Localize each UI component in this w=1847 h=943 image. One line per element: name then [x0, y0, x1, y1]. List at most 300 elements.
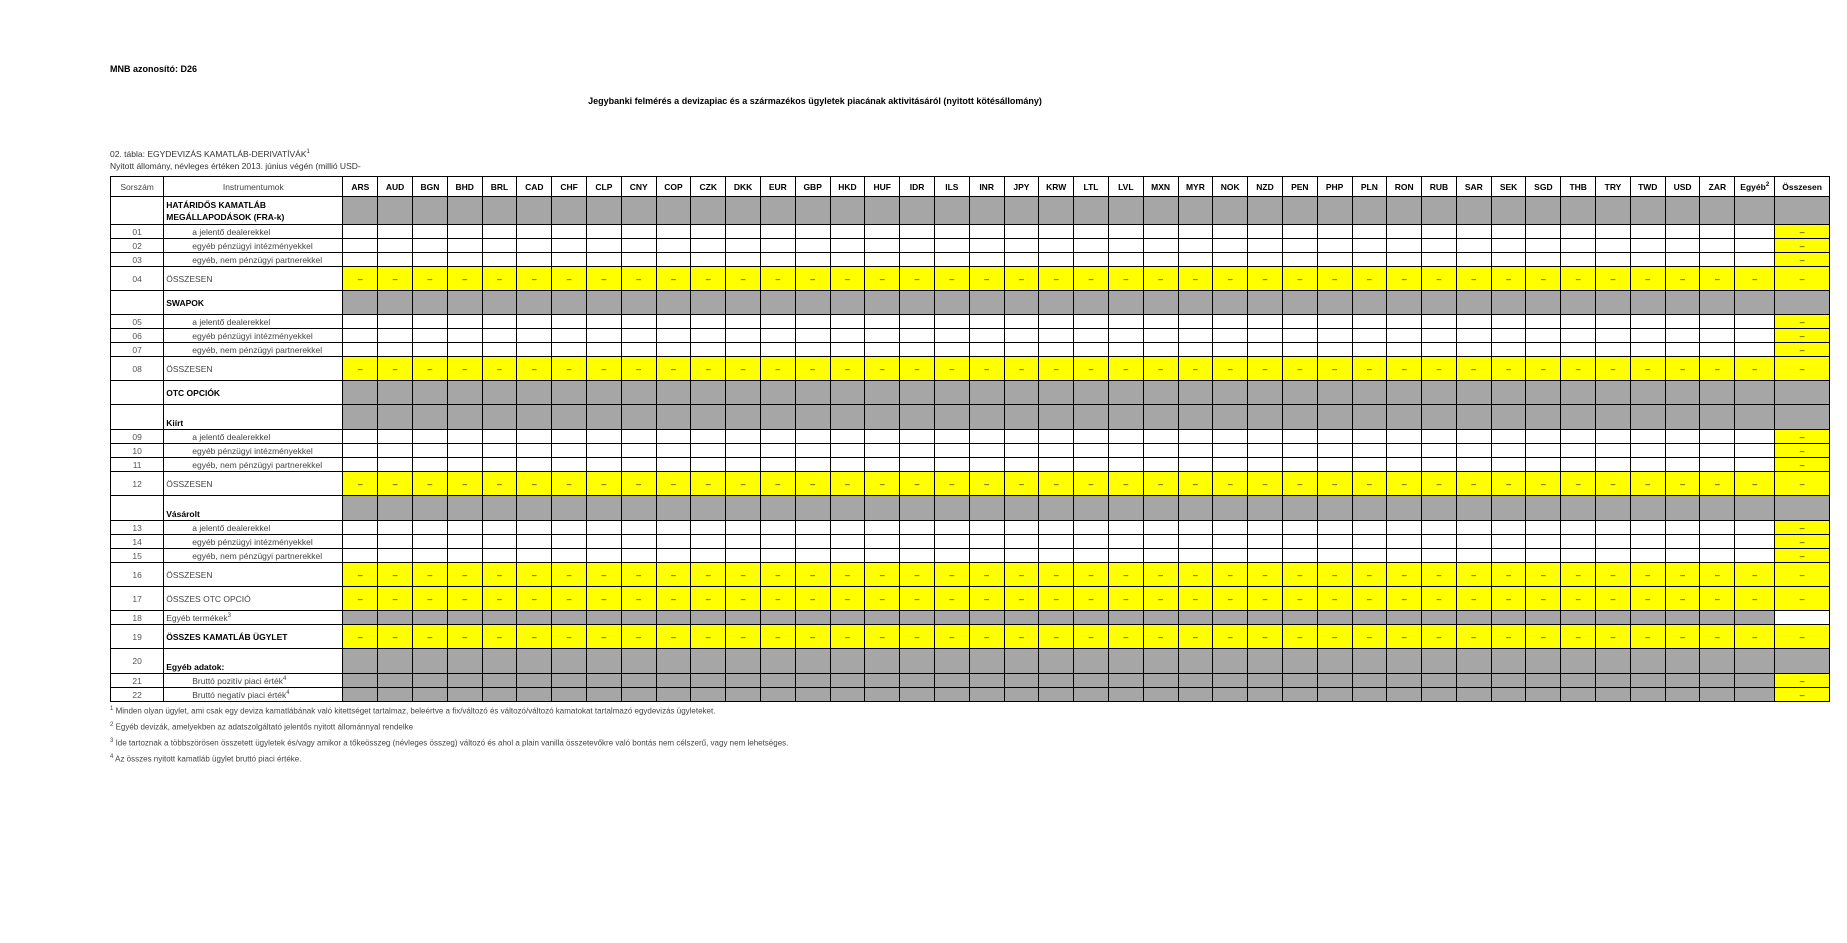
data-cell[interactable] — [621, 239, 656, 253]
data-cell[interactable] — [691, 444, 726, 458]
data-cell[interactable] — [1735, 239, 1775, 253]
data-cell[interactable] — [482, 521, 517, 535]
data-cell[interactable] — [1213, 444, 1248, 458]
data-cell[interactable] — [1108, 253, 1143, 267]
data-cell[interactable] — [1491, 329, 1526, 343]
data-cell[interactable] — [1700, 521, 1735, 535]
data-cell[interactable] — [1143, 253, 1178, 267]
data-cell[interactable] — [1387, 430, 1422, 444]
data-cell[interactable] — [1004, 343, 1039, 357]
data-cell[interactable] — [1213, 225, 1248, 239]
data-cell[interactable] — [1282, 444, 1317, 458]
data-cell[interactable] — [1074, 225, 1109, 239]
data-cell[interactable] — [1039, 535, 1074, 549]
data-cell[interactable] — [1491, 549, 1526, 563]
data-cell[interactable] — [1422, 444, 1457, 458]
data-cell[interactable] — [1282, 535, 1317, 549]
data-cell[interactable] — [1561, 253, 1596, 267]
data-cell[interactable] — [1387, 225, 1422, 239]
data-cell[interactable] — [1143, 239, 1178, 253]
data-cell[interactable] — [1352, 253, 1387, 267]
data-cell[interactable] — [482, 458, 517, 472]
data-cell[interactable] — [343, 444, 378, 458]
data-cell[interactable] — [865, 430, 900, 444]
data-cell[interactable] — [1178, 430, 1213, 444]
data-cell[interactable] — [412, 549, 447, 563]
data-cell[interactable] — [1491, 343, 1526, 357]
data-cell[interactable] — [1387, 315, 1422, 329]
data-cell[interactable] — [1282, 225, 1317, 239]
data-cell[interactable] — [378, 458, 413, 472]
data-cell[interactable] — [969, 225, 1004, 239]
data-cell[interactable] — [1387, 458, 1422, 472]
data-cell[interactable] — [934, 253, 969, 267]
data-cell[interactable] — [830, 458, 865, 472]
data-cell[interactable] — [1248, 430, 1283, 444]
data-cell[interactable] — [1596, 430, 1631, 444]
data-cell[interactable] — [412, 444, 447, 458]
data-cell[interactable] — [482, 225, 517, 239]
data-cell[interactable] — [726, 430, 761, 444]
data-cell[interactable] — [1248, 239, 1283, 253]
data-cell[interactable] — [343, 225, 378, 239]
data-cell[interactable] — [1213, 329, 1248, 343]
data-cell[interactable] — [1004, 535, 1039, 549]
data-cell[interactable] — [586, 315, 621, 329]
data-cell[interactable] — [1352, 444, 1387, 458]
data-cell[interactable] — [1387, 253, 1422, 267]
data-cell[interactable] — [1700, 315, 1735, 329]
data-cell[interactable] — [552, 239, 587, 253]
data-cell[interactable] — [1074, 430, 1109, 444]
data-cell[interactable] — [865, 253, 900, 267]
data-cell[interactable] — [795, 521, 830, 535]
data-cell[interactable] — [412, 253, 447, 267]
data-cell[interactable] — [795, 444, 830, 458]
data-cell[interactable] — [1317, 329, 1352, 343]
data-cell[interactable] — [691, 239, 726, 253]
data-cell[interactable] — [1596, 535, 1631, 549]
data-cell[interactable] — [656, 239, 691, 253]
data-cell[interactable] — [691, 535, 726, 549]
data-cell[interactable] — [1630, 343, 1665, 357]
data-cell[interactable] — [447, 225, 482, 239]
data-cell[interactable] — [1004, 444, 1039, 458]
data-cell[interactable] — [1491, 444, 1526, 458]
data-cell[interactable] — [1143, 343, 1178, 357]
data-cell[interactable] — [900, 343, 935, 357]
data-cell[interactable] — [482, 430, 517, 444]
data-cell[interactable] — [1039, 521, 1074, 535]
data-cell[interactable] — [621, 535, 656, 549]
data-cell[interactable] — [378, 239, 413, 253]
data-cell[interactable] — [1735, 535, 1775, 549]
data-cell[interactable] — [900, 458, 935, 472]
data-cell[interactable] — [378, 329, 413, 343]
data-cell[interactable] — [1282, 430, 1317, 444]
data-cell[interactable] — [343, 535, 378, 549]
data-cell[interactable] — [1735, 343, 1775, 357]
data-cell[interactable] — [1526, 458, 1561, 472]
data-cell[interactable] — [1630, 253, 1665, 267]
data-cell[interactable] — [378, 549, 413, 563]
data-cell[interactable] — [1108, 458, 1143, 472]
data-cell[interactable] — [1248, 315, 1283, 329]
data-cell[interactable] — [830, 239, 865, 253]
data-cell[interactable] — [1630, 521, 1665, 535]
data-cell[interactable] — [1561, 430, 1596, 444]
data-cell[interactable] — [378, 430, 413, 444]
data-cell[interactable] — [900, 535, 935, 549]
data-cell[interactable] — [1630, 444, 1665, 458]
data-cell[interactable] — [969, 329, 1004, 343]
data-cell[interactable] — [1039, 343, 1074, 357]
data-cell[interactable] — [691, 458, 726, 472]
data-cell[interactable] — [1248, 458, 1283, 472]
data-cell[interactable] — [726, 253, 761, 267]
data-cell[interactable] — [1178, 444, 1213, 458]
data-cell[interactable] — [1178, 239, 1213, 253]
data-cell[interactable] — [760, 225, 795, 239]
data-cell[interactable] — [1491, 458, 1526, 472]
data-cell[interactable] — [1422, 549, 1457, 563]
data-cell[interactable] — [1665, 253, 1700, 267]
data-cell[interactable] — [1422, 343, 1457, 357]
data-cell[interactable] — [1317, 444, 1352, 458]
data-cell[interactable] — [586, 329, 621, 343]
data-cell[interactable] — [1074, 458, 1109, 472]
data-cell[interactable] — [1039, 239, 1074, 253]
data-cell[interactable] — [552, 535, 587, 549]
data-cell[interactable] — [1456, 535, 1491, 549]
data-cell[interactable] — [1178, 315, 1213, 329]
data-cell[interactable] — [1630, 315, 1665, 329]
data-cell[interactable] — [552, 343, 587, 357]
data-cell[interactable] — [1700, 253, 1735, 267]
data-cell[interactable] — [1456, 315, 1491, 329]
data-cell[interactable] — [1665, 521, 1700, 535]
data-cell[interactable] — [1491, 239, 1526, 253]
data-cell[interactable] — [1456, 549, 1491, 563]
data-cell[interactable] — [621, 343, 656, 357]
data-cell[interactable] — [1178, 343, 1213, 357]
data-cell[interactable] — [1213, 430, 1248, 444]
data-cell[interactable] — [412, 458, 447, 472]
data-cell[interactable] — [517, 343, 552, 357]
data-cell[interactable] — [1491, 430, 1526, 444]
data-cell[interactable] — [1630, 535, 1665, 549]
data-cell[interactable] — [621, 329, 656, 343]
data-cell[interactable] — [1178, 458, 1213, 472]
data-cell[interactable] — [1735, 430, 1775, 444]
data-cell[interactable] — [830, 444, 865, 458]
data-cell[interactable] — [482, 444, 517, 458]
data-cell[interactable] — [1596, 521, 1631, 535]
data-cell[interactable] — [656, 535, 691, 549]
data-cell[interactable] — [1596, 253, 1631, 267]
data-cell[interactable] — [621, 549, 656, 563]
data-cell[interactable] — [1526, 343, 1561, 357]
data-cell[interactable] — [1700, 430, 1735, 444]
data-cell[interactable] — [795, 535, 830, 549]
data-cell[interactable] — [1665, 430, 1700, 444]
data-cell[interactable] — [760, 549, 795, 563]
data-cell[interactable] — [1317, 458, 1352, 472]
data-cell[interactable] — [1561, 444, 1596, 458]
data-cell[interactable] — [1282, 253, 1317, 267]
data-cell[interactable] — [586, 225, 621, 239]
data-cell[interactable] — [1108, 315, 1143, 329]
data-cell[interactable] — [412, 315, 447, 329]
data-cell[interactable] — [1735, 549, 1775, 563]
data-cell[interactable] — [1387, 549, 1422, 563]
data-cell[interactable] — [378, 444, 413, 458]
data-cell[interactable] — [691, 225, 726, 239]
data-cell[interactable] — [1317, 521, 1352, 535]
data-cell[interactable] — [378, 315, 413, 329]
data-cell[interactable] — [412, 430, 447, 444]
data-cell[interactable] — [1317, 225, 1352, 239]
data-cell[interactable] — [343, 329, 378, 343]
data-cell[interactable] — [900, 253, 935, 267]
data-cell[interactable] — [1213, 535, 1248, 549]
data-cell[interactable] — [482, 343, 517, 357]
data-cell[interactable] — [1422, 458, 1457, 472]
data-cell[interactable] — [1143, 430, 1178, 444]
data-cell[interactable] — [412, 343, 447, 357]
data-cell[interactable] — [1317, 343, 1352, 357]
data-cell[interactable] — [412, 535, 447, 549]
data-cell[interactable] — [1352, 343, 1387, 357]
data-cell[interactable] — [1735, 329, 1775, 343]
data-cell[interactable] — [865, 549, 900, 563]
data-cell[interactable] — [1352, 535, 1387, 549]
data-cell[interactable] — [760, 239, 795, 253]
data-cell[interactable] — [1248, 535, 1283, 549]
data-cell[interactable] — [1422, 521, 1457, 535]
data-cell[interactable] — [1143, 444, 1178, 458]
data-cell[interactable] — [1735, 521, 1775, 535]
data-cell[interactable] — [1700, 239, 1735, 253]
data-cell[interactable] — [900, 521, 935, 535]
data-cell[interactable] — [343, 458, 378, 472]
data-cell[interactable] — [1596, 239, 1631, 253]
data-cell[interactable] — [1561, 225, 1596, 239]
data-cell[interactable] — [726, 444, 761, 458]
data-cell[interactable] — [1143, 458, 1178, 472]
data-cell[interactable] — [412, 521, 447, 535]
data-cell[interactable] — [412, 239, 447, 253]
data-cell[interactable] — [1561, 535, 1596, 549]
data-cell[interactable] — [1456, 458, 1491, 472]
data-cell[interactable] — [1456, 343, 1491, 357]
data-cell[interactable] — [934, 444, 969, 458]
data-cell[interactable] — [1387, 239, 1422, 253]
data-cell[interactable] — [1074, 444, 1109, 458]
data-cell[interactable] — [447, 315, 482, 329]
data-cell[interactable] — [1282, 329, 1317, 343]
data-cell[interactable] — [1352, 549, 1387, 563]
data-cell[interactable] — [1422, 239, 1457, 253]
data-cell[interactable] — [865, 343, 900, 357]
data-cell[interactable] — [1456, 329, 1491, 343]
data-cell[interactable] — [760, 430, 795, 444]
data-cell[interactable] — [656, 329, 691, 343]
data-cell[interactable] — [517, 329, 552, 343]
data-cell[interactable] — [969, 430, 1004, 444]
data-cell[interactable] — [934, 225, 969, 239]
data-cell[interactable] — [1735, 315, 1775, 329]
data-cell[interactable] — [969, 521, 1004, 535]
data-cell[interactable] — [795, 239, 830, 253]
data-cell[interactable] — [447, 329, 482, 343]
data-cell[interactable] — [1213, 239, 1248, 253]
data-cell[interactable] — [1352, 239, 1387, 253]
data-cell[interactable] — [726, 521, 761, 535]
data-cell[interactable] — [726, 225, 761, 239]
data-cell[interactable] — [447, 239, 482, 253]
data-cell[interactable] — [1317, 239, 1352, 253]
data-cell[interactable] — [586, 239, 621, 253]
data-cell[interactable] — [482, 239, 517, 253]
data-cell[interactable] — [1143, 225, 1178, 239]
data-cell[interactable] — [656, 315, 691, 329]
data-cell[interactable] — [447, 549, 482, 563]
data-cell[interactable] — [482, 329, 517, 343]
data-cell[interactable] — [1074, 343, 1109, 357]
data-cell[interactable] — [1700, 458, 1735, 472]
data-cell[interactable] — [1074, 329, 1109, 343]
data-cell[interactable] — [656, 458, 691, 472]
data-cell[interactable] — [482, 535, 517, 549]
data-cell[interactable] — [517, 458, 552, 472]
data-cell[interactable] — [1178, 549, 1213, 563]
data-cell[interactable] — [1491, 521, 1526, 535]
data-cell[interactable] — [760, 535, 795, 549]
data-cell[interactable] — [934, 343, 969, 357]
data-cell[interactable] — [1282, 315, 1317, 329]
data-cell[interactable] — [1004, 239, 1039, 253]
data-cell[interactable] — [1074, 315, 1109, 329]
data-cell[interactable] — [1422, 430, 1457, 444]
data-cell[interactable] — [969, 239, 1004, 253]
data-cell[interactable] — [795, 430, 830, 444]
data-cell[interactable] — [795, 343, 830, 357]
data-cell[interactable] — [830, 253, 865, 267]
data-cell[interactable] — [552, 225, 587, 239]
data-cell[interactable] — [621, 315, 656, 329]
data-cell[interactable] — [1491, 225, 1526, 239]
data-cell[interactable] — [830, 343, 865, 357]
data-cell[interactable] — [1352, 521, 1387, 535]
data-cell[interactable] — [1108, 549, 1143, 563]
data-cell[interactable] — [1526, 253, 1561, 267]
data-cell[interactable] — [1039, 225, 1074, 239]
data-cell[interactable] — [1108, 239, 1143, 253]
data-cell[interactable] — [1561, 329, 1596, 343]
data-cell[interactable] — [1387, 329, 1422, 343]
data-cell[interactable] — [934, 315, 969, 329]
data-cell[interactable] — [934, 521, 969, 535]
data-cell[interactable] — [830, 225, 865, 239]
data-cell[interactable] — [1387, 343, 1422, 357]
data-cell[interactable] — [1422, 253, 1457, 267]
data-cell[interactable] — [586, 430, 621, 444]
data-cell[interactable] — [586, 521, 621, 535]
data-cell[interactable] — [1630, 225, 1665, 239]
data-cell[interactable] — [865, 239, 900, 253]
data-cell[interactable] — [621, 521, 656, 535]
data-cell[interactable] — [934, 239, 969, 253]
data-cell[interactable] — [1352, 430, 1387, 444]
data-cell[interactable] — [969, 444, 1004, 458]
data-cell[interactable] — [1213, 458, 1248, 472]
data-cell[interactable] — [726, 329, 761, 343]
data-cell[interactable] — [1526, 239, 1561, 253]
data-cell[interactable] — [1630, 430, 1665, 444]
data-cell[interactable] — [1630, 458, 1665, 472]
data-cell[interactable] — [691, 253, 726, 267]
data-cell[interactable] — [726, 315, 761, 329]
data-cell[interactable] — [1178, 535, 1213, 549]
data-cell[interactable] — [795, 225, 830, 239]
data-cell[interactable] — [1213, 315, 1248, 329]
data-cell[interactable] — [1491, 535, 1526, 549]
data-cell[interactable] — [1422, 329, 1457, 343]
data-cell[interactable] — [378, 253, 413, 267]
data-cell[interactable] — [656, 253, 691, 267]
data-cell[interactable] — [1317, 549, 1352, 563]
data-cell[interactable] — [1039, 315, 1074, 329]
data-cell[interactable] — [1039, 458, 1074, 472]
data-cell[interactable] — [656, 444, 691, 458]
data-cell[interactable] — [1317, 253, 1352, 267]
data-cell[interactable] — [343, 521, 378, 535]
data-cell[interactable] — [343, 315, 378, 329]
data-cell[interactable] — [726, 239, 761, 253]
data-cell[interactable] — [656, 225, 691, 239]
data-cell[interactable] — [343, 430, 378, 444]
data-cell[interactable] — [830, 430, 865, 444]
data-cell[interactable] — [517, 521, 552, 535]
data-cell[interactable] — [1700, 343, 1735, 357]
data-cell[interactable] — [1143, 549, 1178, 563]
data-cell[interactable] — [1143, 329, 1178, 343]
data-cell[interactable] — [1665, 225, 1700, 239]
data-cell[interactable] — [1039, 549, 1074, 563]
data-cell[interactable] — [482, 549, 517, 563]
data-cell[interactable] — [1700, 549, 1735, 563]
data-cell[interactable] — [1143, 521, 1178, 535]
data-cell[interactable] — [900, 225, 935, 239]
data-cell[interactable] — [343, 239, 378, 253]
data-cell[interactable] — [412, 225, 447, 239]
data-cell[interactable] — [1456, 239, 1491, 253]
data-cell[interactable] — [1665, 444, 1700, 458]
data-cell[interactable] — [517, 315, 552, 329]
data-cell[interactable] — [1735, 458, 1775, 472]
data-cell[interactable] — [447, 253, 482, 267]
data-cell[interactable] — [1248, 253, 1283, 267]
data-cell[interactable] — [1074, 253, 1109, 267]
data-cell[interactable] — [1248, 343, 1283, 357]
data-cell[interactable] — [1039, 430, 1074, 444]
data-cell[interactable] — [1213, 343, 1248, 357]
data-cell[interactable] — [517, 239, 552, 253]
data-cell[interactable] — [900, 315, 935, 329]
data-cell[interactable] — [586, 253, 621, 267]
data-cell[interactable] — [656, 430, 691, 444]
